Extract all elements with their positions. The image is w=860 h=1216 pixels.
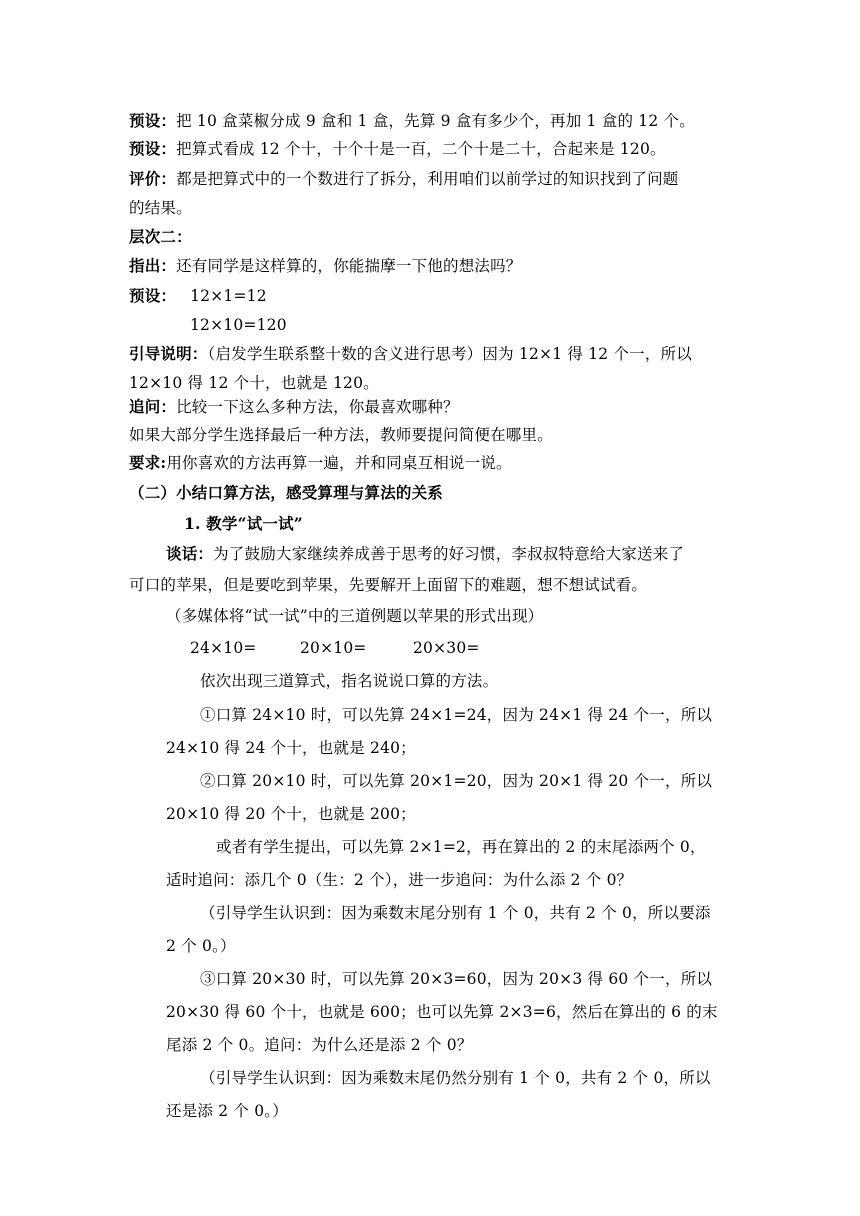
case-three-line-2: 20×30 得 60 个十，也就是 600；也可以先算 2×3=6，然后在算出的 6 的末	[166, 1003, 718, 1021]
sequence-instruction: 依次出现三道算式，指名说说口算的方法。	[200, 672, 499, 690]
evaluation-line-1	[129, 168, 679, 190]
alternative-line-2: 适时追问：添几个 0（生：2 个），进一步追问：为什么添 2 个 0？	[166, 871, 633, 889]
preset-label: 预设：	[129, 286, 177, 305]
talk-line-1	[166, 543, 684, 565]
preset-line-3	[129, 285, 267, 307]
guide-note-one-line-1: （引导学生认识到：因为乘数末尾分别有 1 个 0，共有 2 个 0，所以要添	[200, 904, 711, 922]
case-three-line-3: 尾添 2 个 0。追问：为什么还是添 2 个 0？	[166, 1036, 473, 1054]
preset-label: 预设：	[129, 111, 177, 130]
equation-12x1: 12×1=12	[190, 287, 267, 305]
point-out-line	[129, 255, 522, 277]
evaluation-label: 评价：	[129, 169, 177, 188]
guide-line-1	[129, 343, 692, 365]
talk-label: 谈话：	[166, 544, 214, 563]
guide-label: 引导说明：	[129, 344, 208, 363]
case-two-line-1: ②口算 20×10 时，可以先算 20×1=20，因为 20×1 得 20 个一，所以	[200, 772, 713, 790]
guide-text: （启发学生联系整十数的含义进行思考）因为 12×1 得 12 个一，所以	[207, 345, 692, 363]
alternative-line-1: 或者有学生提出，可以先算 2×1=2，再在算出的 2 的末尾添两个 0，	[216, 838, 706, 856]
section-two-heading: （二）小结口算方法，感受算理与算法的关系	[129, 483, 444, 502]
case-one-line-1: ①口算 24×10 时，可以先算 24×1=24，因为 24×1 得 24 个一，所以	[200, 706, 713, 724]
evaluation-line-2: 的结果。	[129, 199, 192, 217]
case-one-line-2: 24×10 得 24 个十，也就是 240；	[166, 739, 416, 757]
ask-label: 追问：	[129, 397, 177, 416]
talk-text: 为了鼓励大家继续养成善于思考的好习惯，李叔叔特意给大家送来了	[213, 545, 685, 563]
equation-12x10: 12×10=120	[190, 316, 287, 334]
preset-line-1	[129, 110, 695, 132]
requirement-label: 要求:	[129, 453, 167, 472]
requirement-line	[129, 452, 512, 474]
case-two-line-2: 20×10 得 20 个十，也就是 200；	[166, 805, 416, 823]
preset-text: 把算式看成 12 个十，十个十是一百，二个十是二十，合起来是 120。	[176, 140, 666, 158]
guide-note-two-line-1: （引导学生认识到：因为乘数末尾仍然分别有 1 个 0，共有 2 个 0，所以	[200, 1069, 711, 1087]
requirement-text: 用你喜欢的方法再算一遍，并和同桌互相说一说。	[166, 454, 512, 472]
equation-20x10: 20×10=	[300, 639, 367, 657]
ask-text: 比较一下这么多种方法，你最喜欢哪种？	[176, 398, 459, 416]
equation-24x10: 24×10=	[190, 639, 257, 657]
preset-label: 预设：	[129, 139, 177, 158]
point-out-label: 指出：	[129, 256, 177, 275]
level-two-heading: 层次二：	[129, 227, 192, 246]
item-one-heading: 1. 教学“试一试”	[184, 514, 303, 533]
guide-note-two-line-2: 还是添 2 个 0。）	[166, 1102, 288, 1120]
ask-line	[129, 396, 459, 418]
teacher-note-line: 如果大部分学生选择最后一种方法，教师要提问简便在哪里。	[129, 426, 553, 444]
preset-line-2	[129, 138, 666, 160]
case-three-line-1: ③口算 20×30 时，可以先算 20×3=60，因为 20×3 得 60 个一，所以	[200, 970, 713, 988]
media-note: （多媒体将“试一试”中的三道例题以苹果的形式出现）	[166, 607, 544, 625]
guide-note-one-line-2: 2 个 0。）	[166, 937, 236, 955]
talk-line-2: 可口的苹果，但是要吃到苹果，先要解开上面留下的难题，想不想试试看。	[129, 576, 648, 594]
preset-text: 把 10 盒菜椒分成 9 盒和 1 盒，先算 9 盒有多少个，再加 1 盒的 12 个。	[176, 112, 695, 130]
guide-line-2: 12×10 得 12 个十，也就是 120。	[129, 374, 379, 392]
point-out-text: 还有同学是这样算的，你能揣摩一下他的想法吗？	[176, 257, 522, 275]
evaluation-text: 都是把算式中的一个数进行了拆分，利用咱们以前学过的知识找到了问题	[176, 170, 679, 188]
equation-20x30: 20×30=	[413, 639, 480, 657]
